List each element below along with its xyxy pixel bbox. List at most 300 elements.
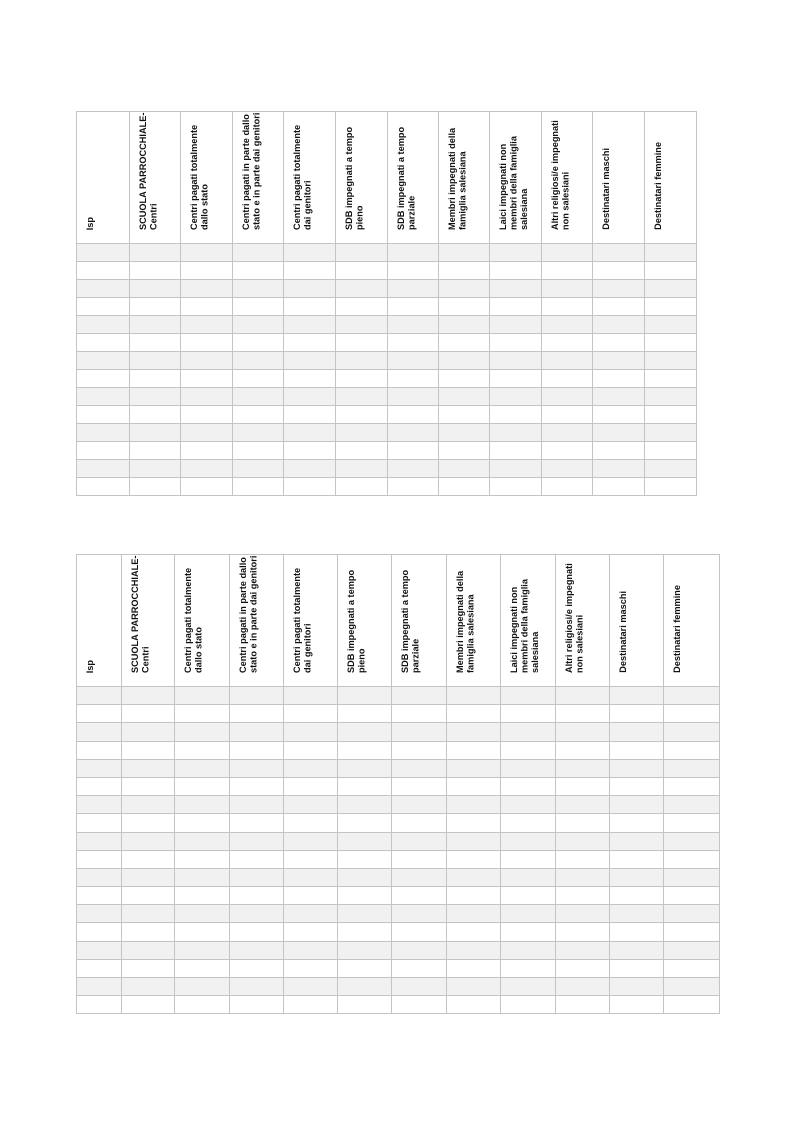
table-cell[interactable] xyxy=(664,887,720,905)
table-cell[interactable] xyxy=(556,923,610,941)
table-cell[interactable] xyxy=(338,941,392,959)
table-cell[interactable] xyxy=(490,442,542,460)
table-cell[interactable] xyxy=(122,887,175,905)
table-cell[interactable] xyxy=(230,887,284,905)
table-cell[interactable] xyxy=(284,244,336,262)
table-cell[interactable] xyxy=(556,705,610,723)
table-cell[interactable] xyxy=(664,759,720,777)
table-cell[interactable] xyxy=(556,868,610,886)
table-cell[interactable] xyxy=(175,978,230,996)
table-cell[interactable] xyxy=(284,959,338,977)
table-cell[interactable] xyxy=(392,996,447,1014)
table-cell[interactable] xyxy=(664,850,720,868)
table-cell[interactable] xyxy=(338,978,392,996)
table-cell[interactable] xyxy=(77,868,122,886)
table-cell[interactable] xyxy=(230,796,284,814)
table-cell[interactable] xyxy=(284,262,336,280)
table-cell[interactable] xyxy=(336,442,388,460)
table-cell[interactable] xyxy=(447,687,501,705)
table-cell[interactable] xyxy=(490,424,542,442)
table-cell[interactable] xyxy=(593,298,645,316)
table-cell[interactable] xyxy=(593,388,645,406)
table-cell[interactable] xyxy=(122,796,175,814)
table-cell[interactable] xyxy=(556,687,610,705)
table-cell[interactable] xyxy=(388,424,439,442)
table-cell[interactable] xyxy=(338,832,392,850)
table-cell[interactable] xyxy=(336,460,388,478)
table-cell[interactable] xyxy=(610,850,664,868)
table-cell[interactable] xyxy=(392,723,447,741)
table-cell[interactable] xyxy=(336,298,388,316)
table-cell[interactable] xyxy=(77,352,130,370)
table-cell[interactable] xyxy=(338,759,392,777)
table-cell[interactable] xyxy=(181,442,233,460)
table-cell[interactable] xyxy=(338,887,392,905)
table-cell[interactable] xyxy=(542,298,593,316)
table-cell[interactable] xyxy=(388,388,439,406)
table-cell[interactable] xyxy=(175,923,230,941)
table-cell[interactable] xyxy=(664,868,720,886)
table-cell[interactable] xyxy=(392,814,447,832)
table-cell[interactable] xyxy=(593,334,645,352)
table-cell[interactable] xyxy=(77,262,130,280)
table-cell[interactable] xyxy=(542,406,593,424)
table-cell[interactable] xyxy=(388,406,439,424)
table-cell[interactable] xyxy=(556,850,610,868)
table-cell[interactable] xyxy=(336,388,388,406)
table-cell[interactable] xyxy=(230,759,284,777)
table-cell[interactable] xyxy=(610,723,664,741)
table-cell[interactable] xyxy=(130,262,181,280)
table-cell[interactable] xyxy=(284,759,338,777)
table-cell[interactable] xyxy=(230,996,284,1014)
table-cell[interactable] xyxy=(388,478,439,496)
table-cell[interactable] xyxy=(501,705,556,723)
table-cell[interactable] xyxy=(77,741,122,759)
table-cell[interactable] xyxy=(338,923,392,941)
table-cell[interactable] xyxy=(392,959,447,977)
table-cell[interactable] xyxy=(130,478,181,496)
table-cell[interactable] xyxy=(284,868,338,886)
table-cell[interactable] xyxy=(284,941,338,959)
table-cell[interactable] xyxy=(490,334,542,352)
table-cell[interactable] xyxy=(284,334,336,352)
table-cell[interactable] xyxy=(645,352,697,370)
table-cell[interactable] xyxy=(645,244,697,262)
table-cell[interactable] xyxy=(388,442,439,460)
table-cell[interactable] xyxy=(542,460,593,478)
table-cell[interactable] xyxy=(439,424,490,442)
table-cell[interactable] xyxy=(542,370,593,388)
table-cell[interactable] xyxy=(501,777,556,795)
table-cell[interactable] xyxy=(230,705,284,723)
table-cell[interactable] xyxy=(230,978,284,996)
table-cell[interactable] xyxy=(645,406,697,424)
table-cell[interactable] xyxy=(501,759,556,777)
table-cell[interactable] xyxy=(77,478,130,496)
table-cell[interactable] xyxy=(645,388,697,406)
table-cell[interactable] xyxy=(664,723,720,741)
table-cell[interactable] xyxy=(230,723,284,741)
table-cell[interactable] xyxy=(490,460,542,478)
table-cell[interactable] xyxy=(593,442,645,460)
table-cell[interactable] xyxy=(233,424,284,442)
table-cell[interactable] xyxy=(230,905,284,923)
table-cell[interactable] xyxy=(610,905,664,923)
table-cell[interactable] xyxy=(175,796,230,814)
table-cell[interactable] xyxy=(664,741,720,759)
table-cell[interactable] xyxy=(175,996,230,1014)
table-cell[interactable] xyxy=(490,352,542,370)
table-cell[interactable] xyxy=(610,832,664,850)
table-cell[interactable] xyxy=(542,280,593,298)
table-cell[interactable] xyxy=(447,868,501,886)
table-cell[interactable] xyxy=(501,832,556,850)
table-cell[interactable] xyxy=(77,759,122,777)
table-cell[interactable] xyxy=(233,316,284,334)
table-cell[interactable] xyxy=(439,352,490,370)
table-cell[interactable] xyxy=(556,832,610,850)
table-cell[interactable] xyxy=(439,388,490,406)
table-cell[interactable] xyxy=(490,478,542,496)
table-cell[interactable] xyxy=(284,370,336,388)
table-cell[interactable] xyxy=(233,280,284,298)
table-cell[interactable] xyxy=(388,280,439,298)
table-cell[interactable] xyxy=(542,424,593,442)
table-cell[interactable] xyxy=(130,388,181,406)
table-cell[interactable] xyxy=(501,868,556,886)
table-cell[interactable] xyxy=(490,388,542,406)
table-cell[interactable] xyxy=(645,478,697,496)
table-cell[interactable] xyxy=(175,705,230,723)
table-cell[interactable] xyxy=(388,460,439,478)
table-cell[interactable] xyxy=(181,298,233,316)
table-cell[interactable] xyxy=(77,687,122,705)
table-cell[interactable] xyxy=(230,687,284,705)
table-cell[interactable] xyxy=(388,244,439,262)
table-cell[interactable] xyxy=(336,262,388,280)
table-cell[interactable] xyxy=(230,868,284,886)
table-cell[interactable] xyxy=(122,941,175,959)
table-cell[interactable] xyxy=(130,352,181,370)
table-cell[interactable] xyxy=(645,460,697,478)
table-cell[interactable] xyxy=(175,868,230,886)
table-cell[interactable] xyxy=(556,941,610,959)
table-cell[interactable] xyxy=(593,424,645,442)
table-cell[interactable] xyxy=(645,424,697,442)
table-cell[interactable] xyxy=(645,370,697,388)
table-cell[interactable] xyxy=(593,316,645,334)
table-cell[interactable] xyxy=(284,777,338,795)
table-cell[interactable] xyxy=(130,460,181,478)
table-cell[interactable] xyxy=(175,941,230,959)
table-cell[interactable] xyxy=(284,316,336,334)
table-cell[interactable] xyxy=(542,316,593,334)
table-cell[interactable] xyxy=(490,280,542,298)
table-cell[interactable] xyxy=(501,814,556,832)
table-cell[interactable] xyxy=(610,759,664,777)
table-cell[interactable] xyxy=(447,796,501,814)
table-cell[interactable] xyxy=(175,959,230,977)
table-cell[interactable] xyxy=(284,280,336,298)
table-cell[interactable] xyxy=(181,244,233,262)
table-cell[interactable] xyxy=(447,814,501,832)
table-cell[interactable] xyxy=(233,262,284,280)
table-cell[interactable] xyxy=(439,262,490,280)
table-cell[interactable] xyxy=(610,705,664,723)
table-cell[interactable] xyxy=(77,723,122,741)
table-cell[interactable] xyxy=(447,959,501,977)
table-cell[interactable] xyxy=(230,777,284,795)
table-cell[interactable] xyxy=(284,406,336,424)
table-cell[interactable] xyxy=(336,424,388,442)
table-cell[interactable] xyxy=(284,424,336,442)
table-cell[interactable] xyxy=(392,705,447,723)
table-cell[interactable] xyxy=(77,905,122,923)
table-cell[interactable] xyxy=(230,923,284,941)
table-cell[interactable] xyxy=(392,923,447,941)
table-cell[interactable] xyxy=(284,723,338,741)
table-cell[interactable] xyxy=(122,996,175,1014)
table-cell[interactable] xyxy=(439,442,490,460)
table-cell[interactable] xyxy=(593,352,645,370)
table-cell[interactable] xyxy=(501,996,556,1014)
table-cell[interactable] xyxy=(501,723,556,741)
table-cell[interactable] xyxy=(175,723,230,741)
table-cell[interactable] xyxy=(230,941,284,959)
table-cell[interactable] xyxy=(439,478,490,496)
table-cell[interactable] xyxy=(77,316,130,334)
table-cell[interactable] xyxy=(501,687,556,705)
table-cell[interactable] xyxy=(392,832,447,850)
table-cell[interactable] xyxy=(338,723,392,741)
table-cell[interactable] xyxy=(542,352,593,370)
table-cell[interactable] xyxy=(556,905,610,923)
table-cell[interactable] xyxy=(556,741,610,759)
table-cell[interactable] xyxy=(122,923,175,941)
table-cell[interactable] xyxy=(338,705,392,723)
table-cell[interactable] xyxy=(122,723,175,741)
table-cell[interactable] xyxy=(181,478,233,496)
table-cell[interactable] xyxy=(542,478,593,496)
table-cell[interactable] xyxy=(664,996,720,1014)
table-cell[interactable] xyxy=(230,832,284,850)
table-cell[interactable] xyxy=(284,460,336,478)
table-cell[interactable] xyxy=(181,370,233,388)
table-cell[interactable] xyxy=(610,887,664,905)
table-cell[interactable] xyxy=(447,741,501,759)
table-cell[interactable] xyxy=(181,316,233,334)
table-cell[interactable] xyxy=(645,316,697,334)
table-cell[interactable] xyxy=(645,298,697,316)
table-cell[interactable] xyxy=(284,832,338,850)
table-cell[interactable] xyxy=(77,244,130,262)
table-cell[interactable] xyxy=(77,406,130,424)
table-cell[interactable] xyxy=(501,850,556,868)
table-cell[interactable] xyxy=(284,442,336,460)
table-cell[interactable] xyxy=(284,905,338,923)
table-cell[interactable] xyxy=(392,850,447,868)
table-cell[interactable] xyxy=(556,959,610,977)
table-cell[interactable] xyxy=(439,334,490,352)
table-cell[interactable] xyxy=(610,777,664,795)
table-cell[interactable] xyxy=(122,705,175,723)
table-cell[interactable] xyxy=(556,996,610,1014)
table-cell[interactable] xyxy=(284,705,338,723)
table-cell[interactable] xyxy=(284,887,338,905)
table-cell[interactable] xyxy=(501,941,556,959)
table-cell[interactable] xyxy=(490,262,542,280)
table-cell[interactable] xyxy=(284,388,336,406)
table-cell[interactable] xyxy=(388,298,439,316)
table-cell[interactable] xyxy=(77,850,122,868)
table-cell[interactable] xyxy=(447,759,501,777)
table-cell[interactable] xyxy=(593,478,645,496)
table-cell[interactable] xyxy=(130,316,181,334)
table-cell[interactable] xyxy=(77,923,122,941)
table-cell[interactable] xyxy=(338,777,392,795)
table-cell[interactable] xyxy=(447,978,501,996)
table-cell[interactable] xyxy=(593,460,645,478)
table-cell[interactable] xyxy=(284,978,338,996)
table-cell[interactable] xyxy=(130,424,181,442)
table-cell[interactable] xyxy=(77,959,122,977)
table-cell[interactable] xyxy=(77,941,122,959)
table-cell[interactable] xyxy=(122,741,175,759)
table-cell[interactable] xyxy=(447,850,501,868)
table-cell[interactable] xyxy=(181,262,233,280)
table-cell[interactable] xyxy=(593,280,645,298)
table-cell[interactable] xyxy=(77,388,130,406)
table-cell[interactable] xyxy=(230,959,284,977)
table-cell[interactable] xyxy=(284,478,336,496)
table-cell[interactable] xyxy=(336,316,388,334)
table-cell[interactable] xyxy=(77,777,122,795)
table-cell[interactable] xyxy=(447,705,501,723)
table-cell[interactable] xyxy=(130,334,181,352)
table-cell[interactable] xyxy=(77,705,122,723)
table-cell[interactable] xyxy=(122,978,175,996)
table-cell[interactable] xyxy=(447,905,501,923)
table-cell[interactable] xyxy=(130,244,181,262)
table-cell[interactable] xyxy=(610,941,664,959)
table-cell[interactable] xyxy=(501,959,556,977)
table-cell[interactable] xyxy=(230,741,284,759)
table-cell[interactable] xyxy=(501,905,556,923)
table-cell[interactable] xyxy=(175,905,230,923)
table-cell[interactable] xyxy=(439,244,490,262)
table-cell[interactable] xyxy=(556,777,610,795)
table-cell[interactable] xyxy=(336,406,388,424)
table-cell[interactable] xyxy=(610,814,664,832)
table-cell[interactable] xyxy=(130,406,181,424)
table-cell[interactable] xyxy=(77,370,130,388)
table-cell[interactable] xyxy=(284,298,336,316)
table-cell[interactable] xyxy=(130,280,181,298)
table-cell[interactable] xyxy=(181,280,233,298)
table-cell[interactable] xyxy=(122,759,175,777)
table-cell[interactable] xyxy=(392,905,447,923)
table-cell[interactable] xyxy=(447,777,501,795)
table-cell[interactable] xyxy=(336,478,388,496)
table-cell[interactable] xyxy=(284,741,338,759)
table-cell[interactable] xyxy=(336,334,388,352)
table-cell[interactable] xyxy=(233,442,284,460)
table-cell[interactable] xyxy=(501,923,556,941)
table-cell[interactable] xyxy=(77,280,130,298)
table-cell[interactable] xyxy=(181,352,233,370)
table-cell[interactable] xyxy=(77,424,130,442)
table-cell[interactable] xyxy=(392,796,447,814)
table-cell[interactable] xyxy=(610,923,664,941)
table-cell[interactable] xyxy=(284,687,338,705)
table-cell[interactable] xyxy=(556,814,610,832)
table-cell[interactable] xyxy=(610,996,664,1014)
table-cell[interactable] xyxy=(610,978,664,996)
table-cell[interactable] xyxy=(175,887,230,905)
table-cell[interactable] xyxy=(664,978,720,996)
table-cell[interactable] xyxy=(610,741,664,759)
table-cell[interactable] xyxy=(388,334,439,352)
table-cell[interactable] xyxy=(233,334,284,352)
table-cell[interactable] xyxy=(542,262,593,280)
table-cell[interactable] xyxy=(439,370,490,388)
table-cell[interactable] xyxy=(181,460,233,478)
table-cell[interactable] xyxy=(439,460,490,478)
table-cell[interactable] xyxy=(447,996,501,1014)
table-cell[interactable] xyxy=(130,298,181,316)
table-cell[interactable] xyxy=(439,406,490,424)
table-cell[interactable] xyxy=(175,814,230,832)
table-cell[interactable] xyxy=(233,298,284,316)
table-cell[interactable] xyxy=(175,777,230,795)
table-cell[interactable] xyxy=(230,814,284,832)
table-cell[interactable] xyxy=(338,814,392,832)
table-cell[interactable] xyxy=(77,442,130,460)
table-cell[interactable] xyxy=(77,334,130,352)
table-cell[interactable] xyxy=(233,478,284,496)
table-cell[interactable] xyxy=(338,796,392,814)
table-cell[interactable] xyxy=(230,850,284,868)
table-cell[interactable] xyxy=(122,832,175,850)
table-cell[interactable] xyxy=(610,868,664,886)
table-cell[interactable] xyxy=(388,316,439,334)
table-cell[interactable] xyxy=(490,298,542,316)
table-cell[interactable] xyxy=(556,887,610,905)
table-cell[interactable] xyxy=(181,388,233,406)
table-cell[interactable] xyxy=(645,334,697,352)
table-cell[interactable] xyxy=(388,370,439,388)
table-cell[interactable] xyxy=(122,868,175,886)
table-cell[interactable] xyxy=(284,923,338,941)
table-cell[interactable] xyxy=(77,832,122,850)
table-cell[interactable] xyxy=(77,814,122,832)
table-cell[interactable] xyxy=(556,978,610,996)
table-cell[interactable] xyxy=(593,244,645,262)
table-cell[interactable] xyxy=(233,406,284,424)
table-cell[interactable] xyxy=(392,868,447,886)
table-cell[interactable] xyxy=(284,850,338,868)
table-cell[interactable] xyxy=(77,978,122,996)
table-cell[interactable] xyxy=(181,406,233,424)
table-cell[interactable] xyxy=(556,759,610,777)
table-cell[interactable] xyxy=(122,905,175,923)
table-cell[interactable] xyxy=(664,959,720,977)
table-cell[interactable] xyxy=(645,262,697,280)
table-cell[interactable] xyxy=(501,741,556,759)
table-cell[interactable] xyxy=(175,850,230,868)
table-cell[interactable] xyxy=(439,298,490,316)
